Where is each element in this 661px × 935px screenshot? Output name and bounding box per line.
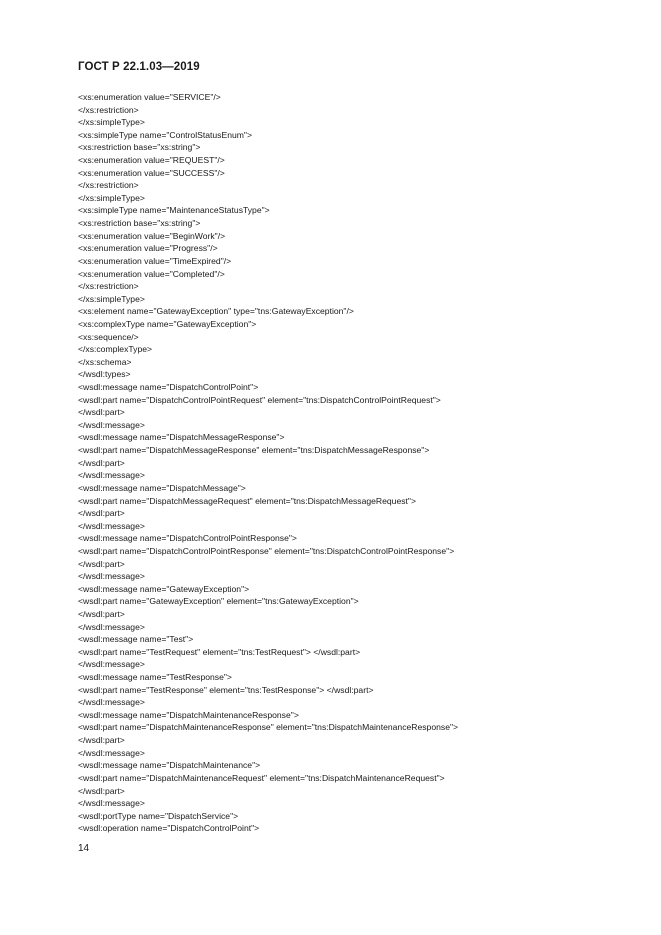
- code-line: </wsdl:message>: [78, 571, 145, 582]
- code-line: <wsdl:message name="GatewayException">: [78, 583, 250, 594]
- code-line: </wsdl:message>: [78, 621, 145, 632]
- code-line: </wsdl:message>: [78, 697, 145, 708]
- code-line: <wsdl:message name="DispatchMaintenanceResponse">: [78, 709, 299, 720]
- code-line: </wsdl:part>: [78, 785, 125, 796]
- code-line: <xs:enumeration value="Progress"/>: [78, 243, 218, 254]
- code-line: </xs:restriction>: [78, 180, 139, 191]
- code-line: </wsdl:message>: [78, 419, 145, 430]
- code-line: <wsdl:message name="DispatchControlPoint">: [78, 382, 259, 393]
- code-line: <wsdl:operation name="DispatchControlPoint">: [78, 823, 260, 834]
- code-line: <wsdl:part name="TestResponse" element="tns:TestResponse"> </wsdl:part>: [78, 684, 374, 695]
- code-line: </wsdl:message>: [78, 747, 145, 758]
- code-line: </xs:restriction>: [78, 281, 139, 292]
- code-line: <wsdl:message name="DispatchMaintenance">: [78, 760, 261, 771]
- code-line: </wsdl:part>: [78, 508, 125, 519]
- code-line: <wsdl:message name="DispatchMessageResponse">: [78, 432, 285, 443]
- code-line: </wsdl:part>: [78, 608, 125, 619]
- code-line: <wsdl:part name="DispatchMessageResponse" element="tns:DispatchMessageResponse">: [78, 445, 430, 456]
- code-line: </wsdl:part>: [78, 457, 125, 468]
- code-line: <wsdl:part name="DispatchMessageRequest" element="tns:DispatchMessageRequest">: [78, 495, 416, 506]
- code-line: <xs:complexType name="GatewayException">: [78, 318, 257, 329]
- code-line: <wsdl:part name="GatewayException" element="tns:GatewayException">: [78, 596, 359, 607]
- code-line: <xs:enumeration value="REQUEST"/>: [78, 155, 225, 166]
- code-line: <wsdl:message name="TestResponse">: [78, 672, 232, 683]
- code-line: <wsdl:message name="DispatchMessage">: [78, 482, 246, 493]
- code-line: </xs:simpleType>: [78, 293, 145, 304]
- code-line: <wsdl:part name="DispatchMaintenanceRequest" element="tns:DispatchMaintenanceRequest">: [78, 772, 445, 783]
- code-line: <xs:enumeration value="SUCCESS"/>: [78, 167, 225, 178]
- code-line: </wsdl:message>: [78, 470, 145, 481]
- code-line: <xs:enumeration value="BeginWork"/>: [78, 230, 226, 241]
- code-line: <xs:enumeration value="Completed"/>: [78, 268, 225, 279]
- code-line: <wsdl:part name="TestRequest" element="tns:TestRequest"> </wsdl:part>: [78, 646, 361, 657]
- code-line: <xs:enumeration value="SERVICE"/>: [78, 92, 221, 102]
- code-line: </wsdl:message>: [78, 798, 145, 809]
- code-line: </wsdl:message>: [78, 520, 145, 531]
- code-listing: [78, 91, 458, 835]
- code-line: </wsdl:part>: [78, 558, 125, 569]
- code-line: <wsdl:portType name="DispatchService">: [78, 810, 239, 821]
- code-line: </wsdl:types>: [78, 369, 131, 380]
- code-line: <xs:sequence/>: [78, 331, 139, 342]
- code-line: <wsdl:part name="DispatchControlPointResponse" element="tns:DispatchControlPointResponse">: [78, 545, 455, 556]
- code-line: </xs:schema>: [78, 356, 132, 367]
- code-line: </xs:simpleType>: [78, 117, 145, 128]
- code-line: </xs:simpleType>: [78, 192, 145, 203]
- page-number: 14: [78, 843, 90, 854]
- code-line: <xs:enumeration value="TimeExpired"/>: [78, 255, 232, 266]
- code-line: <wsdl:message name="DispatchControlPointResponse">: [78, 533, 297, 544]
- code-line: </wsdl:message>: [78, 659, 145, 670]
- code-line: <xs:restriction base="xs:string">: [78, 218, 201, 229]
- code-line: <wsdl:part name="DispatchMaintenanceResponse" element="tns:DispatchMaintenanceResponse">: [78, 722, 459, 733]
- code-line: <wsdl:message name="Test">: [78, 634, 194, 645]
- code-line: <wsdl:part name="DispatchControlPointRequest" element="tns:DispatchControlPointRequest">: [78, 394, 441, 405]
- code-line: </wsdl:part>: [78, 407, 125, 418]
- code-line: <xs:element name="GatewayException" type="tns:GatewayException"/>: [78, 306, 354, 317]
- code-line: <xs:simpleType name="ControlStatusEnum">: [78, 129, 253, 140]
- code-line: </xs:complexType>: [78, 344, 153, 355]
- code-line: </xs:restriction>: [78, 104, 139, 115]
- code-line: <xs:restriction base="xs:string">: [78, 142, 201, 153]
- code-line: <xs:simpleType name="MaintenanceStatusType">: [78, 205, 270, 216]
- code-line: </wsdl:part>: [78, 735, 125, 746]
- standard-code-header: ГОСТ Р 22.1.03—2019: [78, 61, 200, 73]
